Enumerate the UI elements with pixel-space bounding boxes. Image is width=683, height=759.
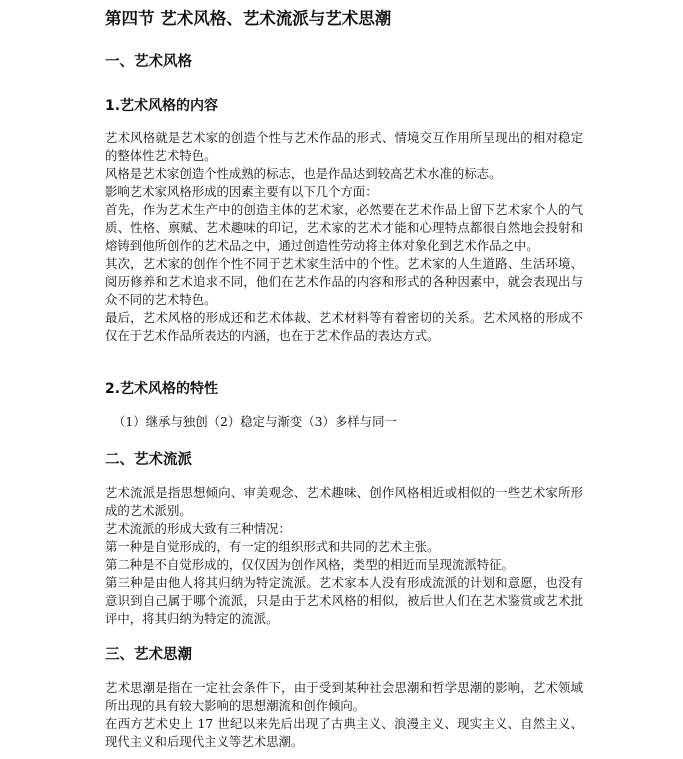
paragraph: 艺术流派是指思想倾向、审美观念、艺术趣味、创作风格相近或相似的一些艺术家所形成的艺术派别。 xyxy=(105,485,583,518)
paragraph: 艺术思潮是指在一定社会条件下，由于受到某种社会思潮和哲学思潮的影响，艺术领域所出现的具有较大影响的思想潮流和创作倾向。 xyxy=(105,680,583,713)
paragraph: 第一种是自觉形成的，有一定的组织形式和共同的艺术主张。 xyxy=(105,539,440,554)
section-heading-schools: 二、艺术流派 xyxy=(105,452,192,468)
subsection-heading-style-traits: 2.艺术风格的特性 xyxy=(105,381,219,397)
paragraph: 第二种是不自觉形成的，仅仅因为创作风格，类型的相近而呈现流派特征。 xyxy=(105,557,514,572)
style-content-body xyxy=(105,129,583,345)
subsection-heading-style-content: 1.艺术风格的内容 xyxy=(105,98,219,114)
section-heading-style: 一、艺术风格 xyxy=(105,54,192,70)
paragraph: 艺术风格就是艺术家的创造个性与艺术作品的形式、情境交互作用所呈现出的相对稳定的整体性艺术特色。 xyxy=(105,130,583,163)
paragraph: 其次，艺术家的创作个性不同于艺术家生活中的个性。艺术家的人生道路、生活环境、阅历修养和艺术追求不同，他们在艺术作品的内容和形式的各种因素中，就会表现出与众不同的艺术特色。 xyxy=(105,256,583,307)
paragraph: 在西方艺术史上 17 世纪以来先后出现了古典主义、浪漫主义、现实主义、自然主义、现代主义和后现代主义等艺术思潮。 xyxy=(105,716,583,749)
style-traits-list: （1）继承与独创（2）稳定与渐变（3）多样与同一 xyxy=(113,414,397,429)
schools-body xyxy=(105,484,583,628)
trends-body xyxy=(105,679,583,751)
paragraph: 第三种是由他人将其归纳为特定流派。艺术家本人没有形成流派的计划和意愿，也没有意识到自己属于哪个流派，只是由于艺术风格的相似，被后世人们在艺术鉴赏或艺术批评中，将其归纳为特定的流派。 xyxy=(105,575,583,626)
paragraph: 艺术流派的形成大致有三种情况： xyxy=(105,521,291,536)
page-title: 第四节 艺术风格、艺术流派与艺术思潮 xyxy=(105,9,392,28)
section-heading-trends: 三、艺术思潮 xyxy=(105,647,192,663)
paragraph: 首先，作为艺术生产中的创造主体的艺术家，必然要在艺术作品上留下艺术家个人的气质、性格、禀赋、艺术趣味的印记，艺术家的艺术才能和心理特点都很自然地会投射和熔铸到他所创作的艺术品之中，通过创造性劳动将主体对象化到艺术作品之中。 xyxy=(105,202,583,253)
paragraph: 影响艺术家风格形成的因素主要有以下几个方面： xyxy=(105,184,378,199)
paragraph: 最后，艺术风格的形成还和艺术体裁、艺术材料等有着密切的关系。艺术风格的形成不仅在于艺术作品所表达的内涵，也在于艺术作品的表达方式。 xyxy=(105,310,583,343)
paragraph: 风格是艺术家创造个性成熟的标志，也是作品达到较高艺术水准的标志。 xyxy=(105,166,502,181)
